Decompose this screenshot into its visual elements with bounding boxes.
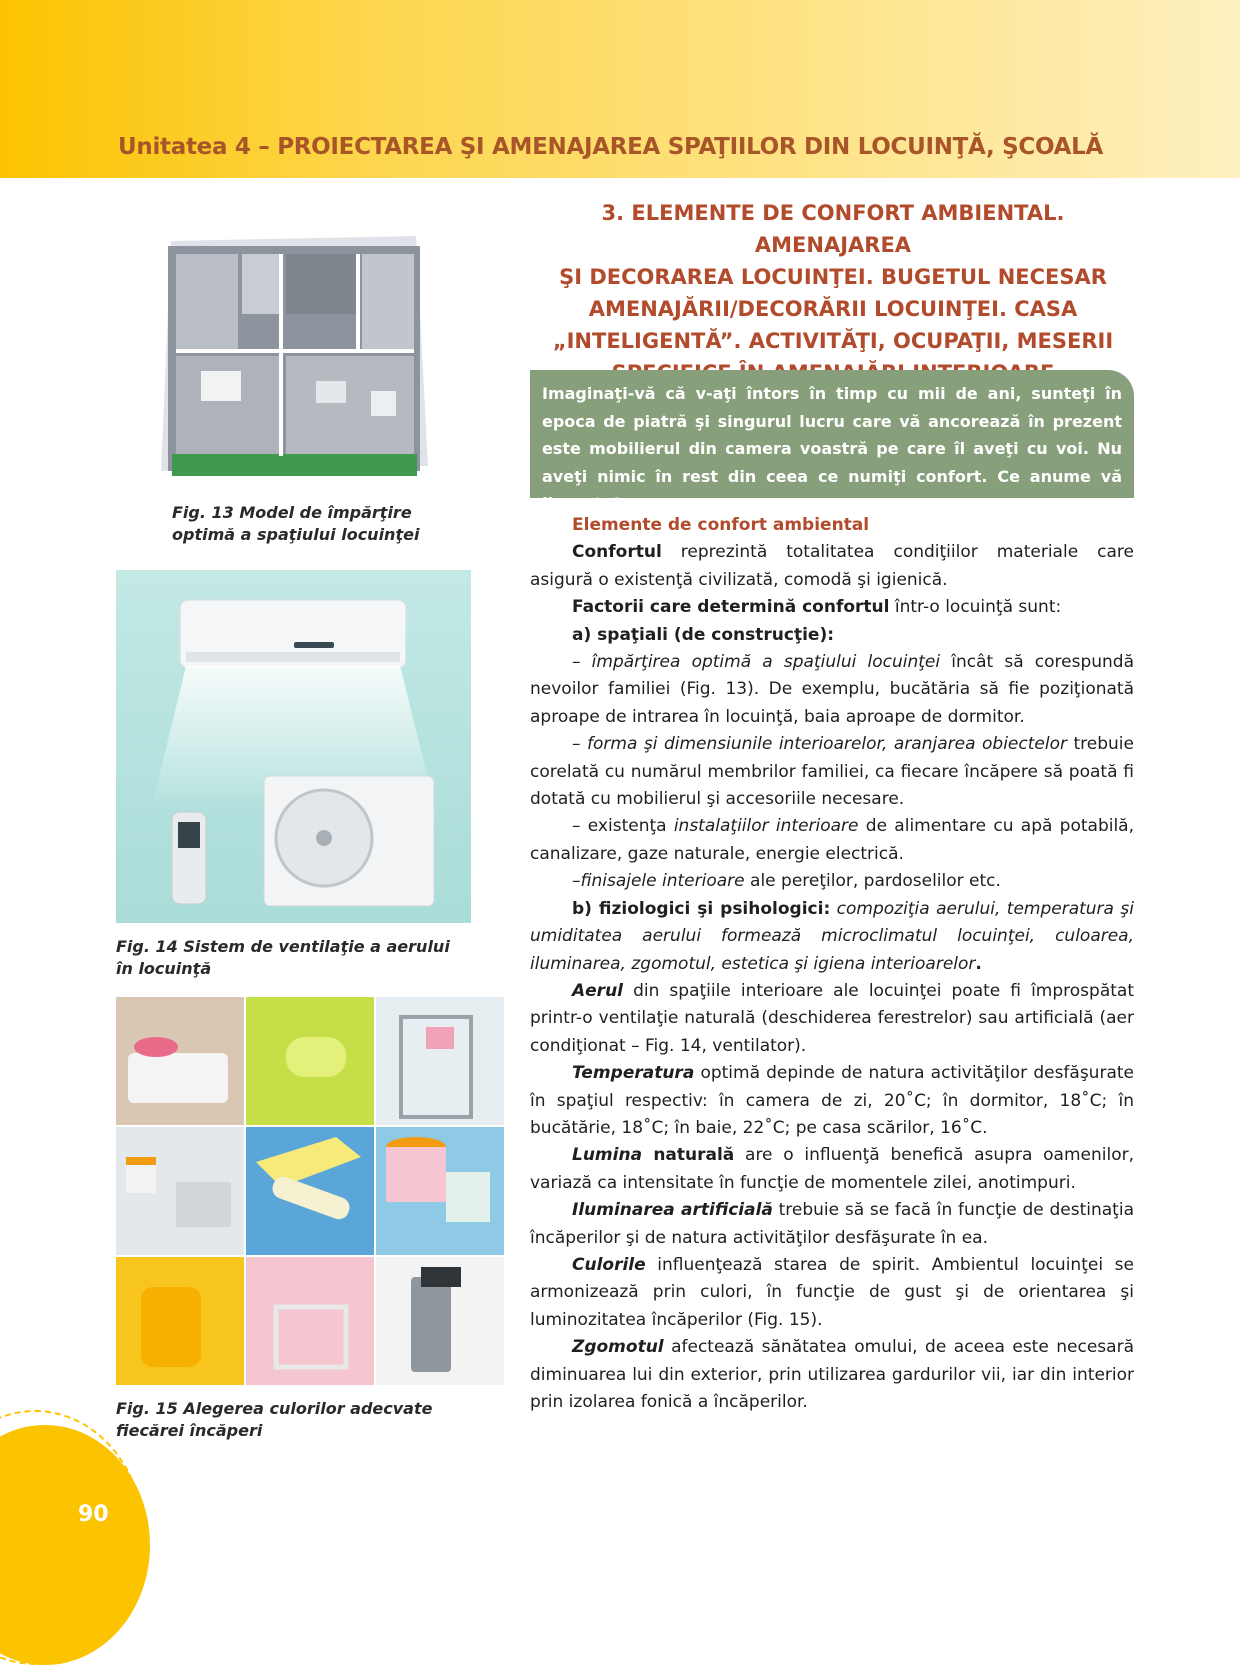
- term-bold-italic: Culorile: [572, 1254, 646, 1275]
- section-title-line3: AMENAJĂRII/DECORĂRII LOCUINŢEI. CASA: [588, 297, 1078, 321]
- dash: –: [572, 871, 581, 892]
- paragraph: [530, 978, 1134, 1060]
- paragraph-text: afectează sănătatea omului, de aceea este necesară diminuarea lui din exterior, prin utilizarea gardurilor vii, iar din interior prin izolarea fonică a încăperilor.: [530, 1337, 1134, 1412]
- term-italic: compoziţia aerului, temperatura şi umiditatea aerului formează microclimatul locuinţei, culoarea, iluminarea, zgomotul, estetica şi igiena interioarelor: [530, 898, 1134, 974]
- term-italic: forma şi dimensiunile interioarelor, aranjarea obiectelor: [587, 734, 1067, 755]
- section-title-line1: 3. ELEMENTE DE CONFORT AMBIENTAL. AMENAJAREA: [601, 201, 1065, 257]
- section-title-line4: „INTELIGENTĂ”. ACTIVITĂŢI, OCUPAŢII, MESERII: [552, 329, 1114, 353]
- paragraph: [530, 622, 1134, 649]
- fig14-caption: [116, 936, 450, 980]
- term-bold: b) fiziologici şi psihologici:: [572, 898, 831, 919]
- section-title-line2: ŞI DECORAREA LOCUINŢEI. BUGETUL NECESAR: [559, 265, 1107, 289]
- unit-title: Unitatea 4 – PROIECTAREA ŞI AMENAJAREA SPAŢIILOR DIN LOCUINŢĂ, ŞCOALĂ: [118, 134, 1103, 160]
- paragraph: [530, 1334, 1134, 1416]
- sub-heading: Elemente de confort ambiental: [572, 515, 870, 535]
- term-italic: finisajele interioare: [580, 871, 745, 892]
- section-title: [528, 197, 1138, 389]
- painting-collage-image: [116, 997, 504, 1385]
- paragraph-text: ale pereţilor, pardoselilor etc.: [744, 871, 1001, 892]
- term-bold-italic: Lumina: [572, 1145, 643, 1166]
- term-bold: naturală: [642, 1145, 735, 1166]
- fig13-caption-line2: optimă a spaţiului locuinţei: [172, 525, 420, 544]
- paragraph-text: trebuie corelată cu numărul membrilor familiei, ca fiecare încăpere să poată fi dotată cu mobilierul şi accesoriile necesare.: [530, 734, 1134, 810]
- term-italic: instalaţiilor interioare: [673, 816, 859, 837]
- floor-plan-image: [116, 196, 434, 494]
- paragraph: [530, 731, 1134, 813]
- paragraph: [530, 539, 1134, 594]
- air-conditioner-image: [116, 570, 471, 923]
- paragraph: [530, 1197, 1134, 1252]
- paragraph-text: influenţează starea de spirit. Ambientul locuinţei se armonizează prin culori, în funcţie de gust şi de orientarea şi luminozitatea încăperilor (Fig. 15).: [530, 1254, 1134, 1330]
- paragraph-text: din spaţiile interioare ale locuinţei poate fi împrospătat printr-o ventilaţie naturală (deschiderea ferestrelor) sau artificială (aer condiţionat – Fig. 14, ventilator).: [530, 980, 1134, 1056]
- paragraph: [530, 896, 1134, 978]
- corner-decoration: [0, 1425, 150, 1665]
- dash: – existenţa: [572, 816, 674, 837]
- fig15-caption-line2: fiecărei încăperi: [116, 1421, 263, 1440]
- paragraph: [530, 649, 1134, 731]
- term-bold-italic: Temperatura: [572, 1063, 695, 1084]
- paragraph-text: trebuie să se facă în funcţie de destinaţia încăperilor şi de natura activităţilor desfăşurate în ea.: [530, 1200, 1134, 1248]
- paragraph-text: într-o locuinţă sunt:: [889, 597, 1062, 618]
- paragraph-end: .: [975, 953, 982, 974]
- term-bold-italic: Aerul: [572, 980, 623, 1001]
- body-text: [530, 512, 1134, 1416]
- term-italic: împărţirea optimă a spaţiului locuinţei: [591, 652, 941, 673]
- fig14-caption-line2: în locuinţă: [116, 959, 212, 978]
- term-bold-italic: Iluminarea artificială: [572, 1200, 773, 1221]
- paragraph: [530, 813, 1134, 868]
- fig15-caption-line1: Fig. 15 Alegerea culorilor adecvate: [116, 1399, 433, 1418]
- paragraph-text: are o influenţă benefică asupra oamenilor, variază ca intensitate în funcţie de momentele zilei, anotimpuri.: [530, 1145, 1134, 1193]
- dash: –: [572, 734, 588, 755]
- paragraph: [530, 1060, 1134, 1142]
- paragraph-text: de alimentare cu apă potabilă, canalizare, gaze naturale, energie electrică.: [530, 816, 1135, 864]
- paragraph: [530, 1142, 1134, 1197]
- term-bold: Factorii care determină confortul: [572, 597, 890, 618]
- paragraph: [530, 594, 1134, 621]
- paragraph: [530, 868, 1134, 895]
- page-number: 90: [78, 1502, 109, 1527]
- fig14-caption-line1: Fig. 14 Sistem de ventilaţie a aerului: [116, 937, 450, 956]
- activity-callout: Imaginaţi-vă că v-aţi întors în timp cu mii de ani, sunteţi în epoca de piatră şi singurul lucru care vă ancorează în prezent este mobilierul din camera voastră pe care îl aveţi cu voi. Nu aveţi nimic în rest din ceea ce numiţi confort. Ce anume vă lipseşte?: [530, 370, 1134, 498]
- paragraph-text: încât să corespundă nevoilor familiei (Fig. 13). De exemplu, bucătăria să fie poziţionată aproape de intrarea în locuinţă, baia aproape de dormitor.: [530, 652, 1134, 727]
- term-bold: a) spaţiali (de construcţie):: [572, 624, 835, 645]
- paragraph-text: reprezintă totalitatea condiţiilor materiale care asigură o existenţă civilizată, comodă şi igienică.: [530, 542, 1134, 590]
- paragraph: [530, 1252, 1134, 1334]
- term-bold: Confortul: [572, 542, 662, 563]
- fig13-caption-line1: Fig. 13 Model de împărţire: [172, 503, 412, 522]
- fig15-caption: [116, 1398, 432, 1442]
- dash: –: [572, 652, 592, 673]
- paragraph-text: optimă depinde de natura activităţilor desfăşurate în spaţiul respectiv: în camera de zi, 20˚C; în dormitor, 18˚C; în bucătărie, 18˚C; în baie, 22˚C; pe casa scărilor, 16˚C.: [530, 1063, 1134, 1138]
- term-bold-italic: Zgomotul: [572, 1337, 664, 1358]
- fig13-caption: [172, 502, 419, 546]
